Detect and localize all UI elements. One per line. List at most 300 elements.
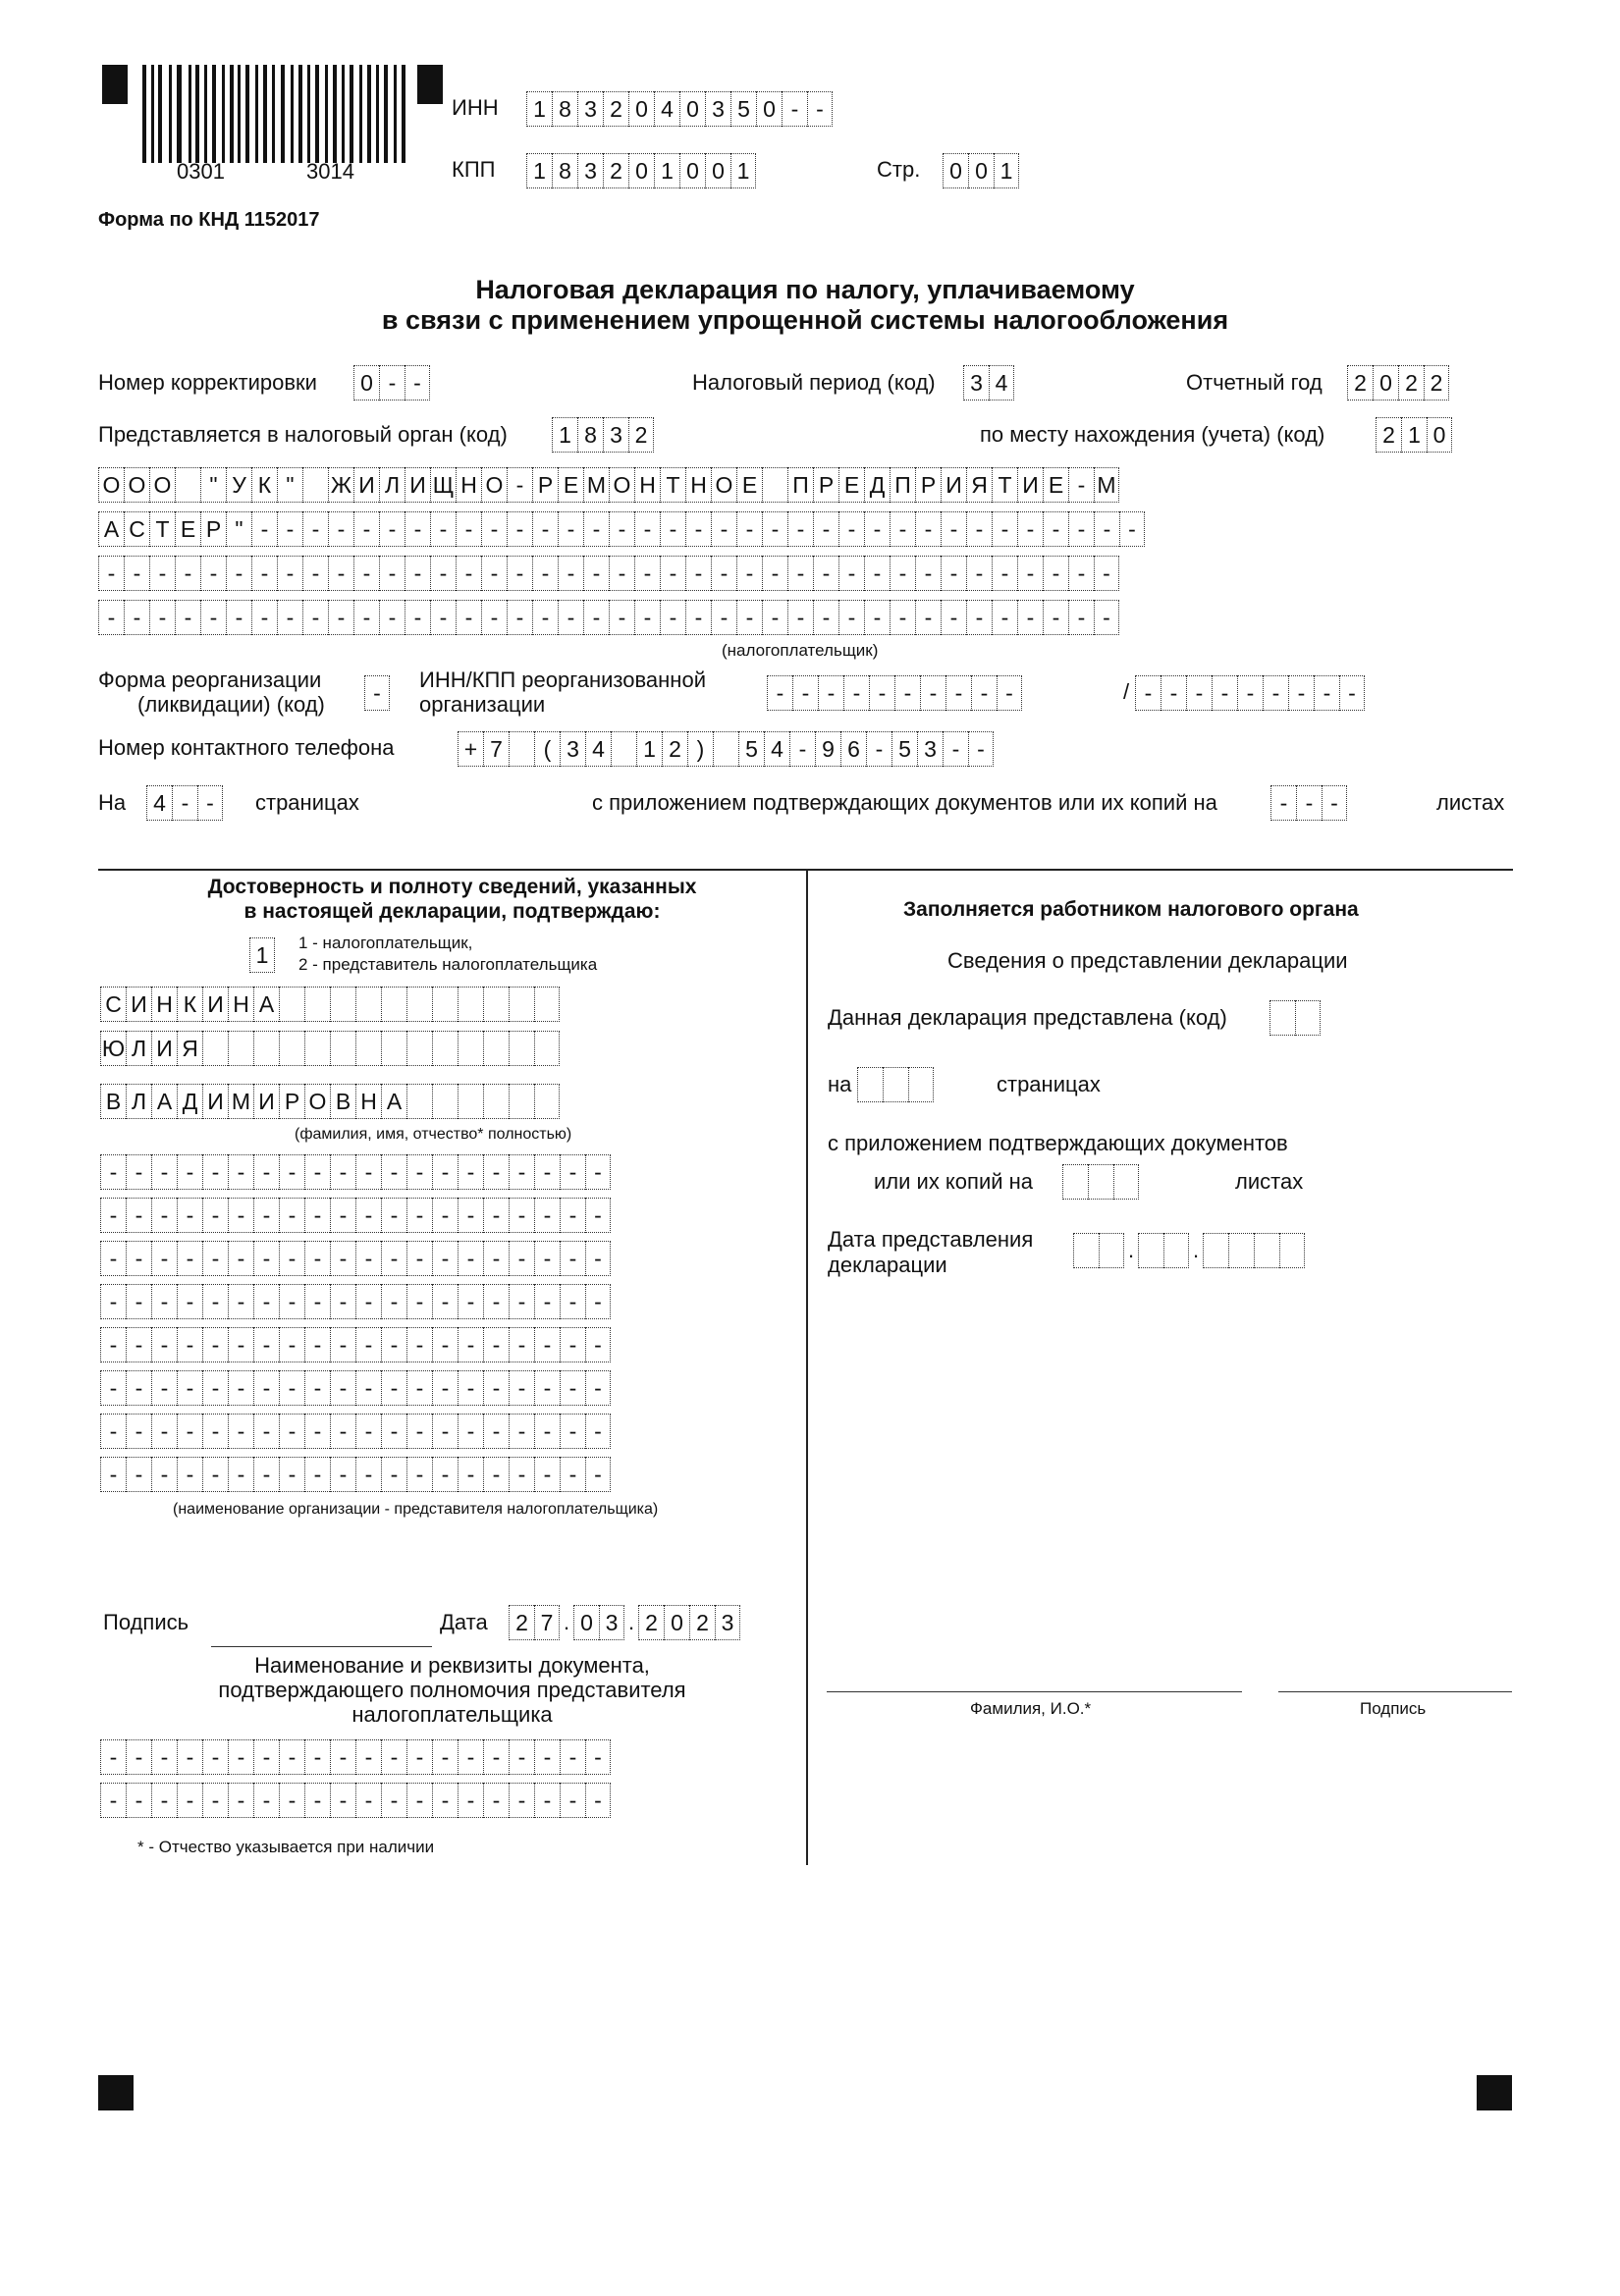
char-cell: -	[583, 556, 609, 591]
char-cell: -	[560, 1739, 585, 1775]
official-date-day[interactable]	[1073, 1233, 1124, 1268]
char-cell	[279, 987, 304, 1022]
char-cell: Р	[915, 467, 941, 503]
char-cell: 7	[483, 731, 509, 767]
char-cell: -	[432, 1241, 458, 1276]
char-cell: -	[126, 1284, 151, 1319]
char-cell: -	[869, 675, 894, 711]
char-cell: (	[534, 731, 560, 767]
char-cell: 8	[552, 153, 577, 188]
char-cell: -	[813, 556, 838, 591]
char-cell: -	[432, 1327, 458, 1362]
char-cell: -	[328, 511, 353, 547]
char-cell: М	[1094, 467, 1119, 503]
char-cell: -	[458, 1457, 483, 1492]
char-cell: -	[279, 1370, 304, 1406]
char-cell: -	[1339, 675, 1365, 711]
char-cell: С	[124, 511, 149, 547]
char-cell: 3	[917, 731, 943, 767]
char-cell: -	[406, 1241, 432, 1276]
signature-date[interactable]	[509, 1605, 740, 1640]
char-cell: -	[177, 1783, 202, 1818]
char-cell: -	[355, 1370, 381, 1406]
title-line-1: Налоговая декларация по налогу, уплачиваемому	[475, 275, 1135, 304]
char-cell: -	[560, 1783, 585, 1818]
char-cell	[228, 1031, 253, 1066]
char-cell: 2	[689, 1605, 715, 1640]
char-cell: -	[381, 1154, 406, 1190]
org-row-6[interactable]	[100, 1370, 611, 1406]
org-row-4[interactable]	[100, 1284, 611, 1319]
confirm-heading-2: в настоящей декларации, подтверждаю:	[243, 900, 661, 923]
char-cell: 8	[552, 91, 577, 127]
authority-cells[interactable]	[552, 417, 654, 453]
char-cell: )	[687, 731, 713, 767]
char-cell: -	[330, 1154, 355, 1190]
date-separator: .	[1127, 1238, 1135, 1262]
char-cell: -	[330, 1327, 355, 1362]
barcode-digits-left: 0301	[177, 159, 225, 184]
location-cells[interactable]	[1376, 417, 1452, 453]
char-cell: -	[355, 1457, 381, 1492]
char-cell: -	[483, 1284, 509, 1319]
char-cell: -	[483, 1783, 509, 1818]
char-cell: 0	[705, 153, 730, 188]
char-cell: Я	[177, 1031, 202, 1066]
signature-line	[211, 1646, 432, 1647]
attach-cells[interactable]	[1270, 785, 1347, 821]
char-cell: -	[915, 600, 941, 635]
phone-cells[interactable]	[458, 731, 994, 767]
taxpayer-row-3[interactable]	[98, 556, 1119, 591]
char-cell: -	[100, 1284, 126, 1319]
reorg-form-cells[interactable]	[364, 675, 390, 711]
reorg-inn-cells[interactable]	[767, 675, 1022, 711]
char-cell: -	[583, 600, 609, 635]
char-cell: 2	[638, 1605, 664, 1640]
char-cell: -	[1094, 600, 1119, 635]
char-cell: -	[807, 91, 833, 127]
char-cell: -	[941, 556, 966, 591]
char-cell: -	[509, 1241, 534, 1276]
official-date-year[interactable]	[1203, 1233, 1305, 1268]
char-cell: -	[228, 1739, 253, 1775]
char-cell: -	[149, 556, 175, 591]
char-cell: -	[151, 1327, 177, 1362]
char-cell: О	[149, 467, 175, 503]
taxpayer-row-2[interactable]	[98, 511, 1145, 547]
period-label: Налоговый период (код)	[692, 370, 936, 395]
official-pages-cells[interactable]	[857, 1067, 934, 1102]
char-cell: -	[483, 1370, 509, 1406]
char-cell: -	[177, 1414, 202, 1449]
char-cell: Е	[838, 467, 864, 503]
char-cell: -	[736, 511, 762, 547]
official-date-month[interactable]	[1138, 1233, 1189, 1268]
char-cell: Я	[966, 467, 992, 503]
date-separator: .	[627, 1610, 635, 1634]
char-cell: -	[634, 556, 660, 591]
char-cell: 2	[603, 153, 628, 188]
char-cell: 7	[534, 1605, 560, 1640]
char-cell: -	[202, 1370, 228, 1406]
char-cell: 0	[628, 153, 654, 188]
char-cell: 2	[1347, 365, 1373, 400]
char-cell: -	[609, 600, 634, 635]
char-cell: Т	[660, 467, 685, 503]
char-cell: -	[762, 556, 787, 591]
char-cell: -	[279, 1739, 304, 1775]
char-cell: -	[151, 1370, 177, 1406]
char-cell: -	[406, 1783, 432, 1818]
char-cell: -	[253, 1414, 279, 1449]
char-cell: -	[560, 1327, 585, 1362]
char-cell: -	[941, 600, 966, 635]
kpp-cells[interactable]	[526, 153, 756, 188]
char-cell: Н	[685, 467, 711, 503]
char-cell: -	[279, 1241, 304, 1276]
char-cell: -	[228, 1284, 253, 1319]
char-cell: Р	[279, 1084, 304, 1119]
date-label: Дата	[440, 1610, 488, 1634]
char-cell: -	[202, 1154, 228, 1190]
reorg-inn-label-1: ИНН/КПП реорганизованной	[419, 667, 706, 692]
char-cell: -	[509, 1414, 534, 1449]
char-cell: -	[483, 1739, 509, 1775]
period-cells[interactable]	[963, 365, 1014, 400]
surname-cells[interactable]	[100, 987, 560, 1022]
char-cell: -	[966, 600, 992, 635]
char-cell: -	[736, 556, 762, 591]
char-cell: -	[279, 1154, 304, 1190]
char-cell: -	[355, 1284, 381, 1319]
char-cell: -	[406, 1327, 432, 1362]
char-cell: -	[507, 467, 532, 503]
char-cell: -	[381, 1414, 406, 1449]
char-cell: -	[277, 511, 302, 547]
char-cell: -	[379, 365, 405, 400]
char-cell: -	[330, 1370, 355, 1406]
char-cell: -	[920, 675, 945, 711]
char-cell: -	[381, 1457, 406, 1492]
char-cell: -	[100, 1327, 126, 1362]
char-cell: -	[560, 1414, 585, 1449]
char-cell: -	[302, 511, 328, 547]
official-date-label-2: декларации	[828, 1253, 947, 1277]
char-cell: -	[532, 556, 558, 591]
char-cell: -	[353, 511, 379, 547]
reorg-form-label-1: Форма реорганизации	[98, 667, 322, 692]
char-cell: -	[1094, 511, 1119, 547]
char-cell: -	[126, 1241, 151, 1276]
org-row-8[interactable]	[100, 1457, 611, 1492]
char-cell: -	[767, 675, 792, 711]
char-cell: -	[483, 1198, 509, 1233]
char-cell	[304, 987, 330, 1022]
char-cell: -	[126, 1457, 151, 1492]
char-cell: У	[226, 467, 251, 503]
char-cell: -	[202, 1327, 228, 1362]
char-cell	[381, 987, 406, 1022]
doc-caption-1: Наименование и реквизиты документа,	[254, 1653, 650, 1678]
char-cell: Н	[151, 987, 177, 1022]
char-cell: -	[177, 1154, 202, 1190]
official-on-label: на	[828, 1072, 852, 1096]
char-cell: -	[253, 1370, 279, 1406]
char-cell: -	[968, 731, 994, 767]
char-cell: -	[279, 1198, 304, 1233]
char-cell	[302, 467, 328, 503]
char-cell: -	[430, 600, 456, 635]
char-cell: -	[534, 1370, 560, 1406]
doc-row-1[interactable]	[100, 1739, 611, 1775]
reorg-kpp-cells[interactable]	[1135, 675, 1365, 711]
char-cell: 2	[1376, 417, 1401, 453]
org-row-5[interactable]	[100, 1327, 611, 1362]
char-cell: -	[560, 1241, 585, 1276]
char-cell: -	[792, 675, 818, 711]
char-cell: -	[560, 1284, 585, 1319]
document-title	[98, 275, 1512, 336]
char-cell: -	[253, 1457, 279, 1492]
char-cell: -	[534, 1284, 560, 1319]
char-cell: -	[277, 556, 302, 591]
char-cell: -	[843, 675, 869, 711]
char-cell: -	[253, 1739, 279, 1775]
char-cell	[857, 1067, 883, 1102]
char-cell	[1254, 1233, 1279, 1268]
char-cell: -	[483, 1154, 509, 1190]
char-cell: -	[197, 785, 223, 821]
char-cell	[1279, 1233, 1305, 1268]
char-cell: -	[126, 1414, 151, 1449]
char-cell: -	[507, 600, 532, 635]
char-cell: 2	[628, 417, 654, 453]
official-attach-label-2: или их копий на	[874, 1169, 1034, 1194]
char-cell: -	[534, 1198, 560, 1233]
char-cell: -	[532, 511, 558, 547]
char-cell: -	[432, 1783, 458, 1818]
char-cell: И	[126, 987, 151, 1022]
char-cell: -	[711, 511, 736, 547]
char-cell: 1	[994, 153, 1019, 188]
char-cell: -	[483, 1327, 509, 1362]
char-cell: -	[1135, 675, 1161, 711]
correction-label: Номер корректировки	[98, 370, 317, 395]
doc-row-2[interactable]	[100, 1783, 611, 1818]
char-cell: -	[355, 1739, 381, 1775]
barcode-graphic	[98, 65, 447, 183]
char-cell: 8	[577, 417, 603, 453]
char-cell: -	[304, 1739, 330, 1775]
char-cell: -	[126, 1327, 151, 1362]
signer-code-cell[interactable]	[249, 937, 275, 973]
attach-label: с приложением подтверждающих документов или их копий на	[592, 790, 1217, 815]
column-divider	[806, 869, 808, 1865]
inn-cells[interactable]	[526, 91, 833, 127]
char-cell: Л	[126, 1084, 151, 1119]
char-cell: -	[355, 1414, 381, 1449]
first-name-cells[interactable]	[100, 1031, 560, 1066]
char-cell	[534, 987, 560, 1022]
org-row-3[interactable]	[100, 1241, 611, 1276]
char-cell: -	[253, 1241, 279, 1276]
char-cell: -	[177, 1284, 202, 1319]
char-cell: С	[100, 987, 126, 1022]
page-cells[interactable]	[943, 153, 1019, 188]
char-cell: -	[1043, 511, 1068, 547]
char-cell: -	[890, 511, 915, 547]
char-cell: -	[534, 1241, 560, 1276]
taxpayer-row-4[interactable]	[98, 600, 1119, 635]
char-cell	[509, 987, 534, 1022]
kpp-label: КПП	[452, 157, 496, 182]
char-cell: 3	[599, 1605, 624, 1640]
char-cell: -	[560, 1198, 585, 1233]
char-cell: И	[941, 467, 966, 503]
submitted-label: Данная декларация представлена (код)	[828, 1005, 1227, 1030]
char-cell: -	[381, 1739, 406, 1775]
char-cell: -	[507, 556, 532, 591]
year-cells[interactable]	[1347, 365, 1449, 400]
char-cell: -	[405, 556, 430, 591]
char-cell: 0	[943, 153, 968, 188]
char-cell: -	[890, 600, 915, 635]
char-cell: -	[228, 1198, 253, 1233]
char-cell: -	[864, 556, 890, 591]
char-cell: -	[534, 1327, 560, 1362]
char-cell: Ж	[328, 467, 353, 503]
char-cell: -	[253, 1154, 279, 1190]
official-date[interactable]	[1073, 1233, 1305, 1268]
char-cell: -	[1314, 675, 1339, 711]
char-cell: -	[945, 675, 971, 711]
char-cell: 3	[577, 91, 603, 127]
char-cell: -	[228, 1241, 253, 1276]
char-cell: -	[583, 511, 609, 547]
char-cell: -	[509, 1783, 534, 1818]
char-cell: -	[304, 1198, 330, 1233]
char-cell	[1228, 1233, 1254, 1268]
char-cell: -	[890, 556, 915, 591]
org-row-7[interactable]	[100, 1414, 611, 1449]
char-cell: -	[172, 785, 197, 821]
char-cell: -	[787, 556, 813, 591]
char-cell: -	[1237, 675, 1263, 711]
char-cell	[611, 731, 636, 767]
char-cell: -	[228, 1457, 253, 1492]
char-cell: 1	[526, 153, 552, 188]
char-cell: -	[509, 1739, 534, 1775]
char-cell: -	[1119, 511, 1145, 547]
submitted-cells[interactable]	[1269, 1000, 1321, 1036]
official-heading: Заполняется работником налогового органа	[903, 898, 1359, 921]
signer-option-1: 1 - налогоплательщик,	[298, 934, 473, 952]
char-cell: Е	[175, 511, 200, 547]
char-cell: -	[151, 1241, 177, 1276]
char-cell: -	[226, 556, 251, 591]
date-day-cells[interactable]	[509, 1605, 560, 1640]
char-cell: -	[481, 511, 507, 547]
char-cell: -	[609, 511, 634, 547]
char-cell: -	[813, 511, 838, 547]
char-cell: Л	[126, 1031, 151, 1066]
char-cell: -	[864, 511, 890, 547]
page-label: Стр.	[877, 157, 921, 182]
char-cell: -	[432, 1370, 458, 1406]
char-cell: И	[202, 1084, 228, 1119]
reorg-inn-label-2: организации	[419, 692, 546, 717]
char-cell	[908, 1067, 934, 1102]
char-cell: -	[558, 600, 583, 635]
char-cell: -	[100, 1154, 126, 1190]
char-cell: -	[175, 600, 200, 635]
char-cell: -	[304, 1284, 330, 1319]
char-cell: -	[483, 1457, 509, 1492]
confirm-heading-1: Достоверность и полноту сведений, указанных	[207, 876, 697, 898]
char-cell: Р	[813, 467, 838, 503]
char-cell: -	[151, 1457, 177, 1492]
char-cell: -	[126, 1370, 151, 1406]
char-cell: -	[302, 556, 328, 591]
char-cell: Н	[355, 1084, 381, 1119]
char-cell: -	[228, 1327, 253, 1362]
char-cell	[883, 1067, 908, 1102]
char-cell: -	[100, 1457, 126, 1492]
date-year-cells[interactable]	[638, 1605, 740, 1640]
char-cell: "	[200, 467, 226, 503]
char-cell: -	[585, 1154, 611, 1190]
correction-cells[interactable]	[353, 365, 430, 400]
char-cell: Е	[736, 467, 762, 503]
char-cell: -	[251, 556, 277, 591]
char-cell: -	[100, 1370, 126, 1406]
char-cell: 1	[654, 153, 679, 188]
char-cell: -	[560, 1457, 585, 1492]
char-cell: 4	[989, 365, 1014, 400]
attach-suffix: листах	[1436, 790, 1505, 815]
char-cell: -	[1017, 556, 1043, 591]
char-cell: -	[1068, 556, 1094, 591]
org-row-2[interactable]	[100, 1198, 611, 1233]
org-row-1[interactable]	[100, 1154, 611, 1190]
org-caption: (наименование организации - представителя налогоплательщика)	[173, 1501, 659, 1518]
char-cell: -	[381, 1327, 406, 1362]
char-cell: О	[98, 467, 124, 503]
taxpayer-row-1[interactable]	[98, 467, 1119, 503]
official-subheading: Сведения о представлении декларации	[947, 948, 1348, 973]
char-cell	[406, 1084, 432, 1119]
char-cell: -	[432, 1739, 458, 1775]
char-cell: -	[915, 556, 941, 591]
char-cell: 1	[636, 731, 662, 767]
char-cell: -	[866, 731, 891, 767]
char-cell: -	[458, 1739, 483, 1775]
char-cell: -	[585, 1414, 611, 1449]
date-month-cells[interactable]	[573, 1605, 624, 1640]
char-cell: -	[100, 1783, 126, 1818]
barcode	[98, 65, 447, 183]
char-cell: Р	[532, 467, 558, 503]
char-cell: -	[228, 1414, 253, 1449]
char-cell: -	[585, 1457, 611, 1492]
pages-cells[interactable]	[146, 785, 223, 821]
char-cell: -	[507, 511, 532, 547]
official-sheets-cells[interactable]	[1062, 1164, 1139, 1200]
patronymic-cells[interactable]	[100, 1084, 560, 1119]
official-sign-line	[1278, 1691, 1512, 1692]
char-cell: -	[894, 675, 920, 711]
